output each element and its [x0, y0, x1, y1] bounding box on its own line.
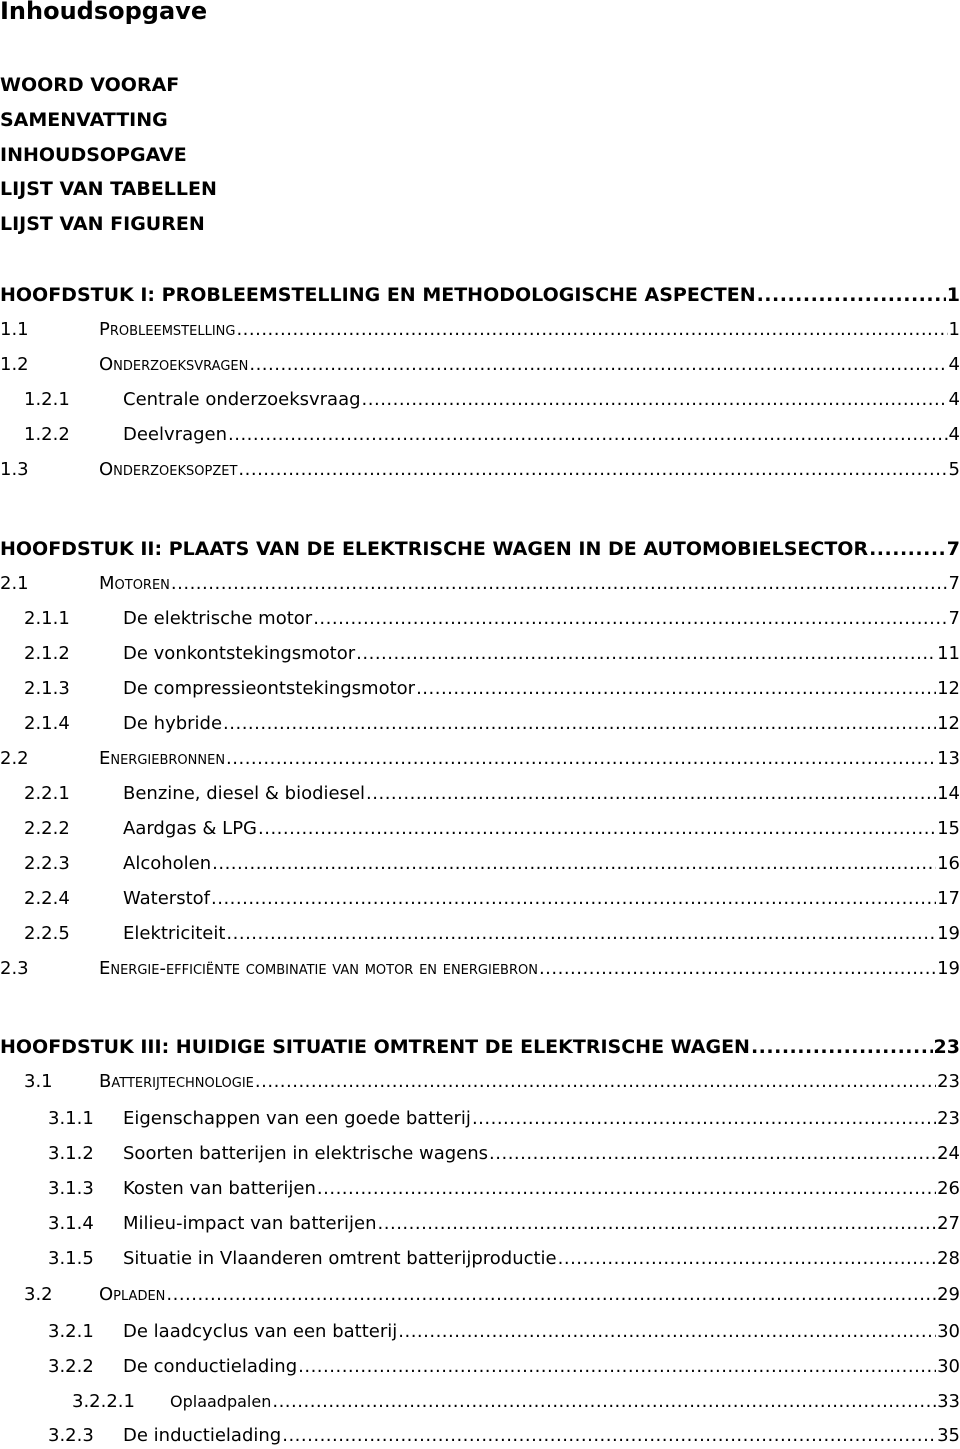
dot-leader	[249, 352, 947, 378]
toc-label: Batterijtechnologie	[99, 1071, 254, 1092]
toc-number: 2.2.2	[24, 818, 70, 839]
toc-number: 2.2.1	[24, 783, 70, 804]
toc-number: 2.2.5	[24, 923, 70, 944]
toc-entry[interactable]	[0, 317, 960, 343]
toc-number: 3.2.1	[48, 1321, 94, 1342]
toc-number: 2.2.3	[24, 853, 70, 874]
toc-entry[interactable]	[0, 1319, 960, 1345]
dot-leader	[166, 1282, 936, 1308]
toc-label: Milieu-impact van batterijen	[123, 1213, 377, 1234]
toc-label: Soorten batterijen in elektrische wagens	[123, 1143, 489, 1164]
toc-page: 23	[933, 1036, 960, 1058]
dot-leader	[362, 387, 948, 413]
toc-label: Aardgas & LPG	[123, 818, 257, 839]
front-matter-item: WOORD VOORAF	[0, 74, 180, 96]
toc-page: 7	[946, 538, 960, 560]
toc-chapter[interactable]	[0, 1034, 960, 1060]
toc-page: 11	[937, 643, 960, 664]
front-matter-item: SAMENVATTING	[0, 109, 168, 131]
toc-entry[interactable]	[0, 641, 960, 667]
dot-leader	[298, 1354, 936, 1380]
toc-label: De laadcyclus van een batterij	[123, 1321, 398, 1342]
toc-entry[interactable]	[0, 387, 960, 413]
toc-number: 3.1.5	[48, 1248, 94, 1269]
dot-leader	[751, 1034, 933, 1060]
toc-number: 3.2.2	[48, 1356, 94, 1377]
toc-label: HOOFDSTUK III: HUIDIGE SITUATIE OMTRENT DE ELEKTRISCHE WAGEN	[0, 1036, 750, 1058]
dot-leader	[317, 1176, 936, 1202]
toc-page: 12	[937, 678, 960, 699]
toc-page: 16	[937, 853, 960, 874]
dot-leader	[313, 606, 947, 632]
toc-number: 1.2.2	[24, 424, 70, 445]
toc-number: 2.2	[0, 748, 29, 769]
toc-number: 2.1.2	[24, 643, 70, 664]
toc-number: 3.1.4	[48, 1213, 94, 1234]
toc-label: HOOFDSTUK II: PLAATS VAN DE ELEKTRISCHE WAGEN IN DE AUTOMOBIELSECTOR	[0, 538, 869, 560]
toc-entry[interactable]	[0, 1106, 960, 1132]
toc-label: Oplaadpalen	[170, 1392, 272, 1411]
toc-entry[interactable]	[0, 816, 960, 842]
dot-leader	[869, 536, 946, 562]
dot-leader	[226, 921, 936, 947]
toc-label: Energiebronnen	[99, 748, 226, 769]
toc-number: 3.2	[24, 1284, 53, 1305]
toc-page: 19	[937, 958, 960, 979]
toc-label: Eigenschappen van een goede batterij	[123, 1108, 471, 1129]
toc-page: 1	[948, 319, 960, 340]
toc-label: De compressieontstekingsmotor	[123, 678, 416, 699]
toc-entry[interactable]	[0, 1176, 960, 1202]
toc-entry[interactable]	[0, 571, 960, 597]
toc-entry[interactable]	[0, 1389, 960, 1415]
toc-number: 2.1.1	[24, 608, 70, 629]
toc-label: Kosten van batterijen	[123, 1178, 316, 1199]
toc-entry[interactable]	[0, 746, 960, 772]
toc-page: 1	[946, 284, 960, 306]
toc-page: 4	[948, 389, 960, 410]
dot-leader	[366, 781, 936, 807]
toc-entry[interactable]	[0, 1423, 960, 1449]
toc-chapter[interactable]	[0, 536, 960, 562]
toc-page: 29	[937, 1284, 960, 1305]
toc-number: 3.2.2.1	[72, 1391, 135, 1412]
toc-page: 35	[937, 1425, 960, 1446]
toc-number: 2.2.4	[24, 888, 70, 909]
toc-page: 5	[948, 459, 960, 480]
toc-label: Elektriciteit	[123, 923, 226, 944]
toc-page: 4	[948, 354, 960, 375]
toc-number: 3.2.3	[48, 1425, 94, 1446]
page-title: Inhoudsopgave	[0, 0, 208, 25]
dot-leader	[558, 1246, 936, 1272]
toc-label: HOOFDSTUK I: PROBLEEMSTELLING EN METHODOLOGISCHE ASPECTEN	[0, 284, 756, 306]
toc-entry[interactable]	[0, 1069, 960, 1095]
dot-leader	[757, 282, 946, 308]
toc-label: Energie-efficiënte combinatie van motor en energiebron	[99, 958, 538, 979]
toc-page: 14	[937, 783, 960, 804]
toc-label: Benzine, diesel & biodiesel	[123, 783, 366, 804]
toc-page: 15	[937, 818, 960, 839]
toc-label: Opladen	[99, 1284, 166, 1305]
toc-entry[interactable]	[0, 1211, 960, 1237]
toc-page: 27	[937, 1213, 960, 1234]
toc-entry[interactable]	[0, 781, 960, 807]
dot-leader	[378, 1211, 937, 1237]
toc-entry[interactable]	[0, 1141, 960, 1167]
toc-label: Probleemstelling	[99, 319, 236, 340]
toc-number: 1.1	[0, 319, 29, 340]
dot-leader	[539, 956, 936, 982]
toc-entry[interactable]	[0, 711, 960, 737]
toc-entry[interactable]	[0, 886, 960, 912]
toc-number: 1.3	[0, 459, 29, 480]
toc-entry[interactable]	[0, 676, 960, 702]
toc-entry[interactable]	[0, 956, 960, 982]
toc-label: Motoren	[99, 573, 170, 594]
toc-page: 30	[937, 1356, 960, 1377]
toc-label: De hybride	[123, 713, 223, 734]
toc-label: De conductielading	[123, 1356, 298, 1377]
dot-leader	[223, 711, 936, 737]
dot-leader	[236, 317, 947, 343]
dot-leader	[272, 1389, 936, 1415]
toc-page: 24	[937, 1143, 960, 1164]
toc-page: 30	[937, 1321, 960, 1342]
toc-entry[interactable]	[0, 422, 960, 448]
toc-page: 28	[937, 1248, 960, 1269]
front-matter-item: INHOUDSOPGAVE	[0, 144, 187, 166]
toc-entry[interactable]	[0, 851, 960, 877]
dot-leader	[228, 422, 948, 448]
front-matter-item: LIJST VAN FIGUREN	[0, 213, 205, 235]
toc-page: 23	[937, 1108, 960, 1129]
dot-leader	[212, 851, 936, 877]
dot-leader	[258, 816, 936, 842]
toc-entry[interactable]	[0, 921, 960, 947]
toc-entry[interactable]	[0, 1354, 960, 1380]
toc-chapter[interactable]	[0, 282, 960, 308]
dot-leader	[472, 1106, 936, 1132]
dot-leader	[171, 571, 948, 597]
toc-label: Centrale onderzoeksvraag	[123, 389, 361, 410]
toc-page: 12	[937, 713, 960, 734]
toc-number: 2.1	[0, 573, 29, 594]
toc-number: 1.2.1	[24, 389, 70, 410]
toc-number: 2.1.4	[24, 713, 70, 734]
toc-page: 17	[937, 888, 960, 909]
toc-page: 7	[948, 573, 960, 594]
toc-label: De inductielading	[123, 1425, 282, 1446]
toc-label: De vonkontstekingsmotor	[123, 643, 356, 664]
toc-label: Alcoholen	[123, 853, 212, 874]
toc-label: Onderzoeksopzet	[99, 459, 238, 480]
toc-entry[interactable]	[0, 352, 960, 378]
toc-page: 4	[948, 424, 960, 445]
toc-number: 1.2	[0, 354, 29, 375]
toc-entry[interactable]	[0, 457, 960, 483]
dot-leader	[255, 1069, 936, 1095]
toc-label: Deelvragen	[123, 424, 228, 445]
toc-entry[interactable]	[0, 1282, 960, 1308]
dot-leader	[398, 1319, 936, 1345]
toc-page: 23	[937, 1071, 960, 1092]
toc-label: Situatie in Vlaanderen omtrent batterijproductie	[123, 1248, 557, 1269]
front-matter-item: LIJST VAN TABELLEN	[0, 178, 217, 200]
toc-label: Waterstof	[123, 888, 210, 909]
dot-leader	[238, 457, 947, 483]
toc-entry[interactable]	[0, 1246, 960, 1272]
toc-page: 26	[937, 1178, 960, 1199]
toc-number: 3.1.1	[48, 1108, 94, 1129]
toc-number: 3.1.2	[48, 1143, 94, 1164]
toc-label: Onderzoeksvragen	[99, 354, 249, 375]
dot-leader	[416, 676, 936, 702]
toc-page: 13	[937, 748, 960, 769]
toc-number: 2.3	[0, 958, 29, 979]
dot-leader	[356, 641, 936, 667]
dot-leader	[282, 1423, 936, 1449]
toc-page: 7	[948, 608, 960, 629]
toc-number: 3.1.3	[48, 1178, 94, 1199]
toc-entry[interactable]	[0, 606, 960, 632]
toc-page: 19	[937, 923, 960, 944]
dot-leader	[211, 886, 936, 912]
dot-leader	[489, 1141, 936, 1167]
toc-number: 2.1.3	[24, 678, 70, 699]
dot-leader	[226, 746, 936, 772]
toc-label: De elektrische motor	[123, 608, 313, 629]
toc-number: 3.1	[24, 1071, 53, 1092]
toc-page: 33	[937, 1391, 960, 1412]
